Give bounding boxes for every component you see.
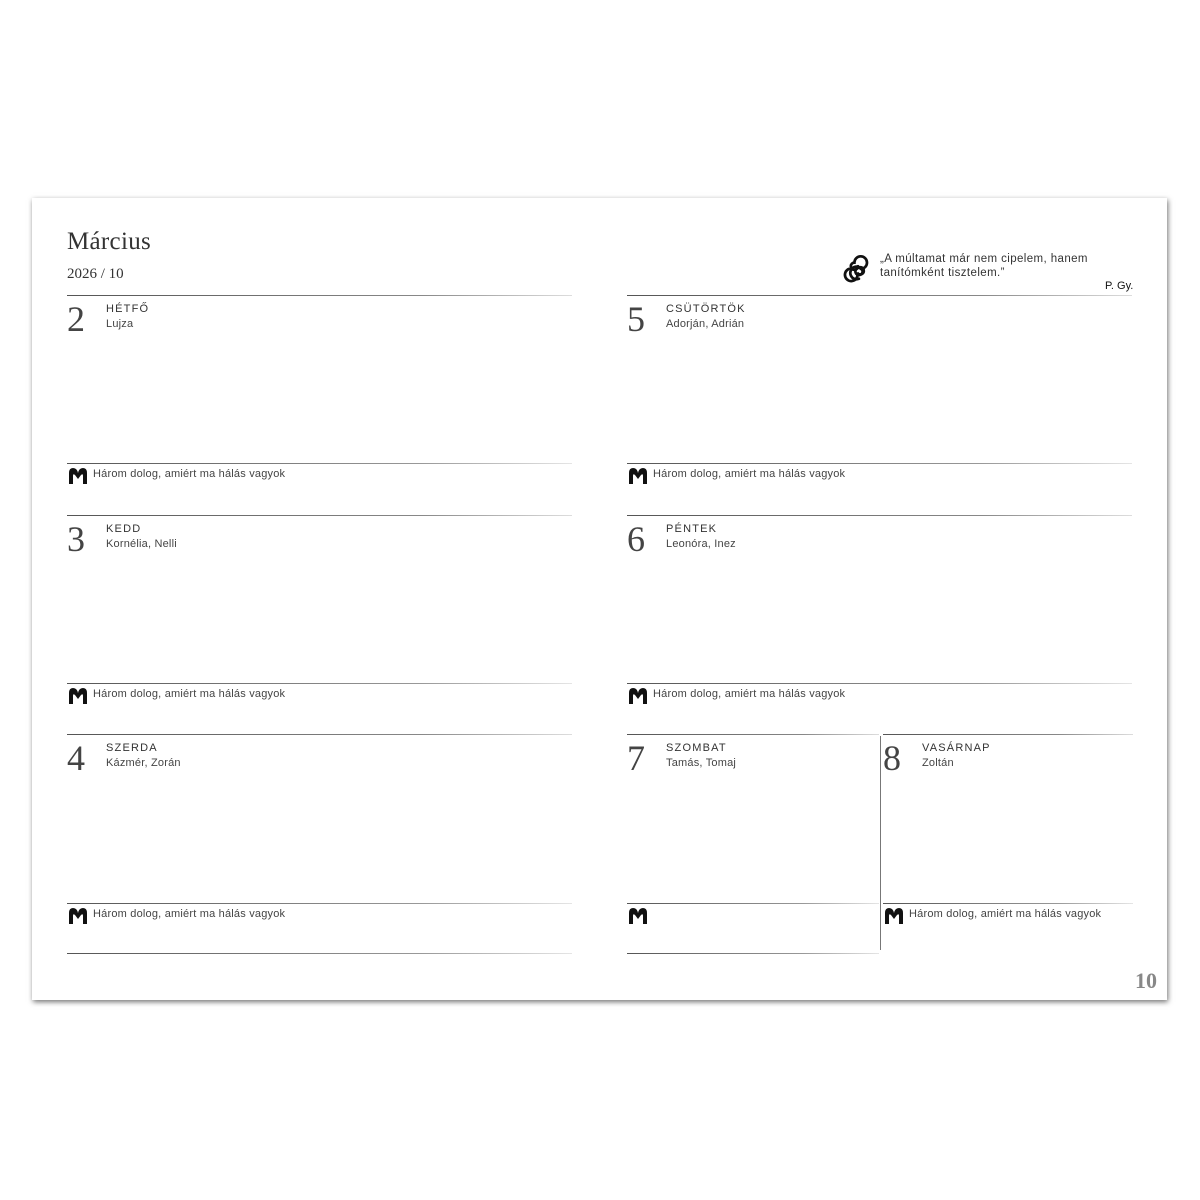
heart-hands-icon xyxy=(627,467,649,485)
heart-hands-icon xyxy=(67,467,89,485)
divider xyxy=(67,734,572,735)
gratitude-divider xyxy=(67,683,572,684)
day-block-2 xyxy=(67,295,572,515)
page-number: 10 xyxy=(1135,968,1157,993)
gratitude-label: Három dolog, amiért ma hálás vagyok xyxy=(93,688,286,700)
gratitude-label: Három dolog, amiért ma hálás vagyok xyxy=(653,468,846,480)
gratitude-label: Három dolog, amiért ma hálás vagyok xyxy=(653,688,846,700)
heart-hands-icon xyxy=(67,907,89,925)
day-name: CSÜTÖRTÖK xyxy=(666,303,746,315)
heart-hands-icon xyxy=(883,907,905,925)
day-block-8 xyxy=(883,734,1133,956)
day-block-5 xyxy=(627,295,1132,515)
day-number: 8 xyxy=(883,738,901,778)
heart-hands-icon xyxy=(627,907,649,925)
quote-text: „A múltamat már nem cipelem, hanem tanítómként tisztelem.” xyxy=(880,253,1088,279)
divider xyxy=(627,295,1132,296)
name-day: Tamás, Tomaj xyxy=(666,757,737,769)
day-name: HÉTFŐ xyxy=(106,303,150,315)
day-name: SZOMBAT xyxy=(666,742,727,754)
day-name: VASÁRNAP xyxy=(922,742,991,754)
gratitude-label: Három dolog, amiért ma hálás vagyok xyxy=(93,908,286,920)
gratitude-divider xyxy=(883,903,1133,904)
gratitude-divider xyxy=(627,683,1132,684)
day-number: 4 xyxy=(67,738,85,778)
gratitude-divider xyxy=(67,903,572,904)
name-day: Leonóra, Inez xyxy=(666,538,736,550)
heart-hands-icon xyxy=(67,687,89,705)
day-number: 3 xyxy=(67,519,85,559)
weekend-divider xyxy=(880,736,881,950)
month-title: Március xyxy=(67,228,152,255)
day-name: SZERDA xyxy=(106,742,158,754)
divider xyxy=(883,734,1133,735)
name-day: Zoltán xyxy=(922,757,954,769)
day-block-4 xyxy=(67,734,572,956)
bottom-divider xyxy=(67,953,572,954)
gratitude-divider xyxy=(67,463,572,464)
divider xyxy=(627,515,1132,516)
day-number: 6 xyxy=(627,519,645,559)
day-name: KEDD xyxy=(106,523,142,535)
name-day: Kázmér, Zorán xyxy=(106,757,181,769)
bottom-divider xyxy=(627,953,879,954)
day-name: PÉNTEK xyxy=(666,523,718,535)
heart-hands-icon xyxy=(627,687,649,705)
divider xyxy=(67,515,572,516)
day-block-6 xyxy=(627,515,1132,735)
day-number: 5 xyxy=(627,299,645,339)
day-number: 2 xyxy=(67,299,85,339)
triskele-icon xyxy=(840,250,876,286)
year-week: 2026 / 10 xyxy=(67,266,124,282)
gratitude-label: Három dolog, amiért ma hálás vagyok xyxy=(93,468,286,480)
divider xyxy=(67,295,572,296)
name-day: Lujza xyxy=(106,318,134,330)
gratitude-divider xyxy=(627,463,1132,464)
day-block-3 xyxy=(67,515,572,735)
day-number: 7 xyxy=(627,738,645,778)
gratitude-label: Három dolog, amiért ma hálás vagyok xyxy=(909,908,1102,920)
quote-block xyxy=(840,250,1140,295)
name-day: Kornélia, Nelli xyxy=(106,538,177,550)
day-block-7 xyxy=(627,734,879,956)
divider xyxy=(627,734,879,735)
name-day: Adorján, Adrián xyxy=(666,318,745,330)
quote-author: P. Gy. xyxy=(1105,280,1134,292)
planner-page xyxy=(32,198,1167,1000)
gratitude-divider xyxy=(627,903,879,904)
